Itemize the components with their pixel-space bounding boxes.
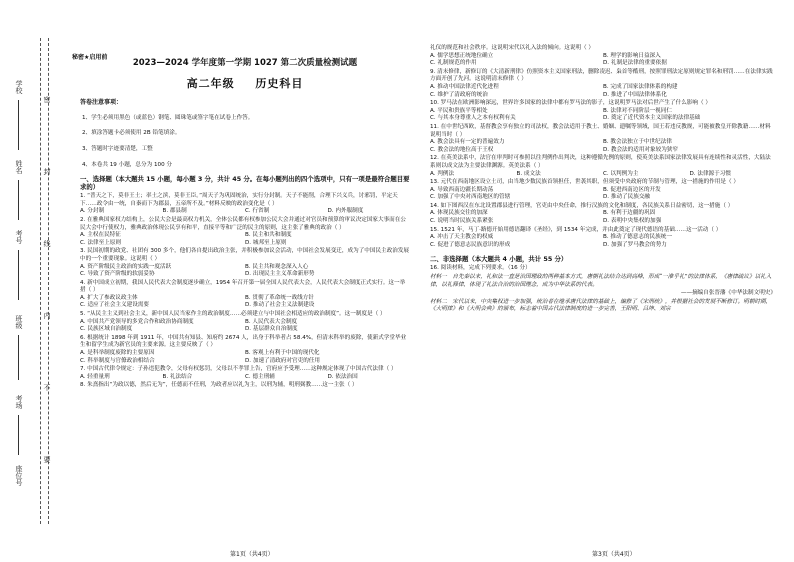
note-item: 2、填涂答题卡必须使用 2B 铅笔填涂。 [82, 130, 181, 137]
margin-label-name: 姓名 [15, 160, 23, 174]
answer-option: B. 成文法 [516, 170, 541, 177]
confidential-mark: 秘密★启用前 [72, 54, 108, 61]
option-row [80, 374, 410, 382]
answer-option: B. 人民代表大会制度 [245, 318, 298, 325]
name-blank [18, 180, 19, 220]
option-row [430, 171, 776, 179]
note-item: 3、答题时字迹要清楚，工整 [82, 145, 153, 152]
page-number-right: 第3页（共4页） [592, 551, 636, 558]
answer-option: C. 科举制度与官僚政治相结合 [80, 357, 155, 364]
option-row [430, 53, 776, 68]
answer-option: D. 加强了罗马教会的势力 [603, 241, 667, 248]
answer-option: C. 与其本身尊重人之本有权利有关 [430, 115, 516, 122]
answer-option: C. 以判例为主 [603, 170, 639, 177]
option-row [80, 295, 410, 310]
material-one-source: ——摘编自张晋藩《中华法制文明史》 [680, 290, 776, 297]
answer-option: A. 教会法具有一定的普遍效力 [430, 139, 505, 146]
answer-option: A. 导致西南边疆长期动荡 [430, 186, 494, 193]
question-stem: 2. 在雅典国家权力结构上，公民大会是最高权力机关，全体公民都有权参加公民大会并通过对官员和预算的审议决定国家大事而在公民大会中行使权力，雅典政治体现公民享有和平，直接平等和广泛的民主的原则，这主张了雅典的政治（ ） [80, 216, 406, 231]
section-heading-choice: 一、选择题（本大题共 15 小题，每小题 3 分，共计 45 分。在每小题列出的四个选项中，只有一项是最符合题目要求的） [80, 175, 410, 192]
option-row [80, 232, 410, 247]
answer-option: B. 理学的影响日益深入 [603, 52, 661, 59]
page-number-left: 第1页（共4页） [230, 551, 274, 558]
answer-option: C. 促进了德意志民族意识的形成 [430, 241, 511, 248]
answer-option: D. 依法治国 [327, 373, 358, 380]
answer-option: D. 加速了清政府对官吏的任用 [245, 357, 320, 364]
question-stem: 1. “普天之下，莫非王土；率土之滨，莫非王臣。”周天子为巩固统治，实行分封制。天子不能削，合理下兴义兵，讨邪罚，平定天下……政令由一统，自秦而下为郡县，五帝所不及。”材料反映的政治变化是（ ） [80, 193, 398, 207]
answer-option: D. 推动了社会主义法制建设 [245, 302, 315, 309]
cut-mark: 不 [43, 384, 51, 392]
answer-option: A. 中国共产党领导的多党合作和政治协商制度 [80, 318, 194, 325]
answer-option: D. 奠定了近代资本主义国家的法律基础 [603, 115, 701, 122]
material-two: 材料二 宋代以来，中央集权进一步加强，统治者在继承唐代法律的基础上，编修了《宋刑统》，并根据社会的发展不断修订。明朝时期，《大明律》和《大明会典》的颁布，标志着中国古代法律制度的进一步完善，王阳明、吕坤、刘宗 [430, 298, 772, 313]
cut-line-inner [48, 38, 49, 524]
answer-option: C. 礼制规范的作用 [430, 60, 477, 67]
question-stem: 9. 清末修律，新修订的《大清新刑律》仿照资本主义国家刑法，删除凌迟、枭首等酷刑，按照罪刑法定原则规定罪名和刑罚……在法律实践方面开创了先河。这说明清末修律（ ） [430, 68, 773, 83]
margin-label-examno: 考号 [15, 230, 23, 244]
answer-option: A. 儒学思想正统地位确立 [430, 52, 494, 59]
answer-option: B. 促进西南边区的开发 [603, 186, 661, 193]
examno-blank [18, 250, 19, 300]
answer-option: A. 资产阶级民主政治的实践一度活跃 [80, 263, 172, 270]
exam-title: 2023—2024 学年度第一学期 1027 第二次质量检测试题 [132, 58, 358, 68]
answer-option: C. 教会法的地位高于王权 [430, 146, 494, 153]
answer-option: A. 分封制 [80, 208, 105, 215]
option-row [430, 108, 776, 123]
option-row [430, 187, 776, 202]
cut-mark: 要 [43, 456, 51, 464]
question-16-stem: 16. 阅读材料，完成下列要求。（16 分） [430, 265, 531, 272]
option-row [430, 210, 776, 225]
answer-option: D. 礼制是法律的重要依据 [603, 60, 667, 67]
answer-option: D. 法律源于习惯 [689, 170, 731, 177]
note-item: 4、本卷共 19 小题，总分为 100 分 [82, 161, 172, 168]
answer-option: B. 民主和共和制度 [245, 232, 292, 239]
page-right-column [430, 44, 776, 314]
answer-option: C. 法律至上原则 [80, 239, 122, 246]
answer-option: A. 体现民族交往的加深 [430, 210, 488, 217]
binding-margin [0, 0, 58, 562]
answer-option: D. 内外服制度 [327, 208, 364, 215]
class-blank [18, 335, 19, 380]
cut-mark: 密 [43, 96, 51, 104]
question-stem: 15. 1521 年，马丁·路德开始用德语翻译《圣经》，到 1534 年完成，并由此奠定了现代德语的基础……这一活动（ ） [430, 226, 722, 233]
answer-option: A. 平民和贵族平等相处 [430, 107, 488, 114]
question-stem: 13. 元代在西南地区设立土司，由当地少数民族首领担任，世袭其职，但须受中央政府的节制与管理，这一措施的作用是（ ） [430, 179, 739, 186]
option-row [80, 208, 410, 216]
note-item: 1、学生必须用黑色（或蓝色）钢笔、圆珠笔或签字笔在试卷上作答。 [82, 114, 254, 121]
answer-option: D. 出现民主主义革命新形势 [245, 271, 315, 278]
option-row [430, 84, 776, 99]
answer-option: B. 民主共和观念深入人心 [245, 263, 309, 270]
answer-option: C. 说明当时民族关系紧张 [430, 218, 494, 225]
room-blank [18, 415, 19, 455]
answer-option: A. 判例法 [430, 170, 455, 177]
answer-option: B. 贯彻了革命统一战线方针 [245, 294, 314, 301]
exam-subtitle [80, 76, 410, 90]
answer-option: D. 基层群众自治制度 [245, 326, 298, 333]
answer-option: D. 表明中央集权的加强 [603, 218, 662, 225]
option-row [80, 264, 410, 279]
answer-option: A. 是科举制度废除的主要原因 [80, 350, 155, 357]
cut-line [40, 38, 41, 524]
option-row [430, 139, 776, 154]
answer-option: B. 客观上有利于中国的现代化 [245, 350, 320, 357]
cut-mark: 线 [43, 240, 51, 248]
margin-label-class: 班级 [15, 315, 23, 329]
question-stem: 12. 在英美法系中，法官在审判时可参照以往判例作出判决，这种遵循先例的原则，使英美法系国家法律发展具有连续性和灵活性，大陆法系则以成文法为主要法律渊源。英美法系（ ） [430, 155, 771, 169]
answer-option: B. 礼法结合 [162, 373, 193, 380]
answer-option: C. 行省制 [245, 208, 270, 215]
question-stem: 5. “从民主主义到社会主义，新中国人民当家作主的政治制度……必须建立与中国社会相适应的政治制度”。这一制度是（ ） [80, 311, 386, 318]
answer-option: B. 有利于边疆的巩固 [603, 210, 656, 217]
notes-heading: 答卷注意事项： [80, 99, 123, 107]
option-row [80, 350, 410, 365]
question-stem: 11. 在中世纪西欧，基督教会享有独立的司法权，教会法适用于教士、婚姻、遗嘱等领域，国王若违反教规，可能被教皇开除教籍……材料说明当时（ ） [430, 123, 771, 138]
material-one: 材料一 自先秦以来，礼和法一直是治国理政的两种基本方式，唐朝礼法结合达到高峰，形成“一准乎礼”的法律体系，《唐律疏议》以礼入律，以礼释律，体现了礼法合治的治国理念，成为中华法系的代表。 [430, 274, 772, 288]
answer-option: D. 教会法的适用对象较为狭窄 [603, 146, 678, 153]
option-row [430, 234, 776, 249]
answer-option: B. 教会法独立于中世纪法律 [603, 139, 672, 146]
question-stem: 4. 新中国成立初期，我国人民代表大会制度逐步确立，1954 年召开第一届全国人民代表大会，人民代表大会制度正式实行。这一举措（ ） [80, 279, 406, 294]
question-stem: 6. 根据统计 1898 年到 1911 年，中国共有知县、知府约 2674 人，出身于科举者占 58.4%，但清末科举的废除，使新式学堂毕业生和留学生成为新官员的主要来源。这主要反映了（ ） [80, 334, 407, 349]
answer-option: C. 民族区域自治制度 [80, 326, 133, 333]
answer-option: A. 轻重量刑 [80, 373, 110, 380]
grade-label: 高二年级 [186, 76, 235, 90]
cut-mark: 封 [43, 168, 51, 176]
question-stem: 10. 罗马法在欧洲影响深远，世界许多国家的法律中都有罗马法的影子，这说明罗马法对后世产生了什么影响（ ） [430, 100, 711, 107]
answer-option: D. 推动了民族交融 [603, 194, 651, 201]
answer-option: A. 冲击了天主教会的权威 [430, 234, 494, 241]
left-question-list [80, 193, 410, 390]
margin-label-school: 学校 [15, 80, 23, 94]
subject-label: 历史科目 [255, 76, 304, 90]
answer-option: A. 扩大了参政议政主体 [80, 294, 138, 301]
answer-option: B. 郡县制 [162, 208, 187, 215]
answer-option: C. 德主刑辅 [245, 373, 275, 380]
answer-option: B. 完成了国家法律体系的构建 [603, 83, 678, 90]
page-left-column [80, 44, 410, 390]
margin-label-seat: 座位号 [15, 465, 23, 486]
answer-option: C. 维护了清政府的统治 [430, 91, 488, 98]
answer-option: D. 城邦至上原则 [245, 239, 287, 246]
answer-option: C. 加强了中央对西南地区的管辖 [430, 194, 511, 201]
question-stem: 礼仪的规范和社会秩序。这说明宋代以礼入法的倾向。这说明（ ） [430, 45, 594, 51]
cut-mark: 内 [43, 312, 51, 320]
question-stem: 8. 朱熹指出“为政以德，然后无为”，任德而不任刑，为政者应以礼为主，以刑为辅，明刑弼教……这一主张（ ） [80, 382, 358, 389]
question-stem: 14. 如下图西汉在东北设置郡县进行管理，官吏由中央任命，推行汉族的文化和制度，各民族关系日益密切，这一措施（ ） [430, 202, 734, 209]
answer-option: A. 主权在民特征 [80, 232, 121, 239]
section-heading-essay: 二、非选择题（本大题共 4 小题，共计 55 分） [430, 255, 568, 264]
right-question-list [430, 45, 776, 249]
answer-option: B. 法律对不同阶层一视同仁 [603, 107, 672, 114]
answer-option: C. 适应了社会主义建设需要 [80, 302, 149, 309]
question-stem: 7. 中国古代律令规定：子孙违犯教令，父母有权惩罚，父母以不孝罪上告，官府应予受理……这种规定体现了中国古代法律（ ） [80, 366, 397, 373]
option-row [80, 319, 410, 334]
question-stem: 3. 民国初期的政党、社团有 300 多个，他们各自提出政治主张，并积极参加议会活动，中国社会发展变迁，成为了中国民主政治发展中的一个重要现象。这说明（ ） [80, 248, 410, 262]
margin-label-room: 考场 [15, 395, 23, 409]
answer-option: C. 导致了资产阶级的软弱妥协 [80, 271, 155, 278]
answer-option: A. 推动中国法律近代化进程 [430, 83, 499, 90]
answer-option: D. 推进了中国法律体系化 [603, 91, 667, 98]
answer-option: B. 推动了德意志的民族统一 [603, 234, 672, 241]
school-blank [18, 100, 19, 150]
